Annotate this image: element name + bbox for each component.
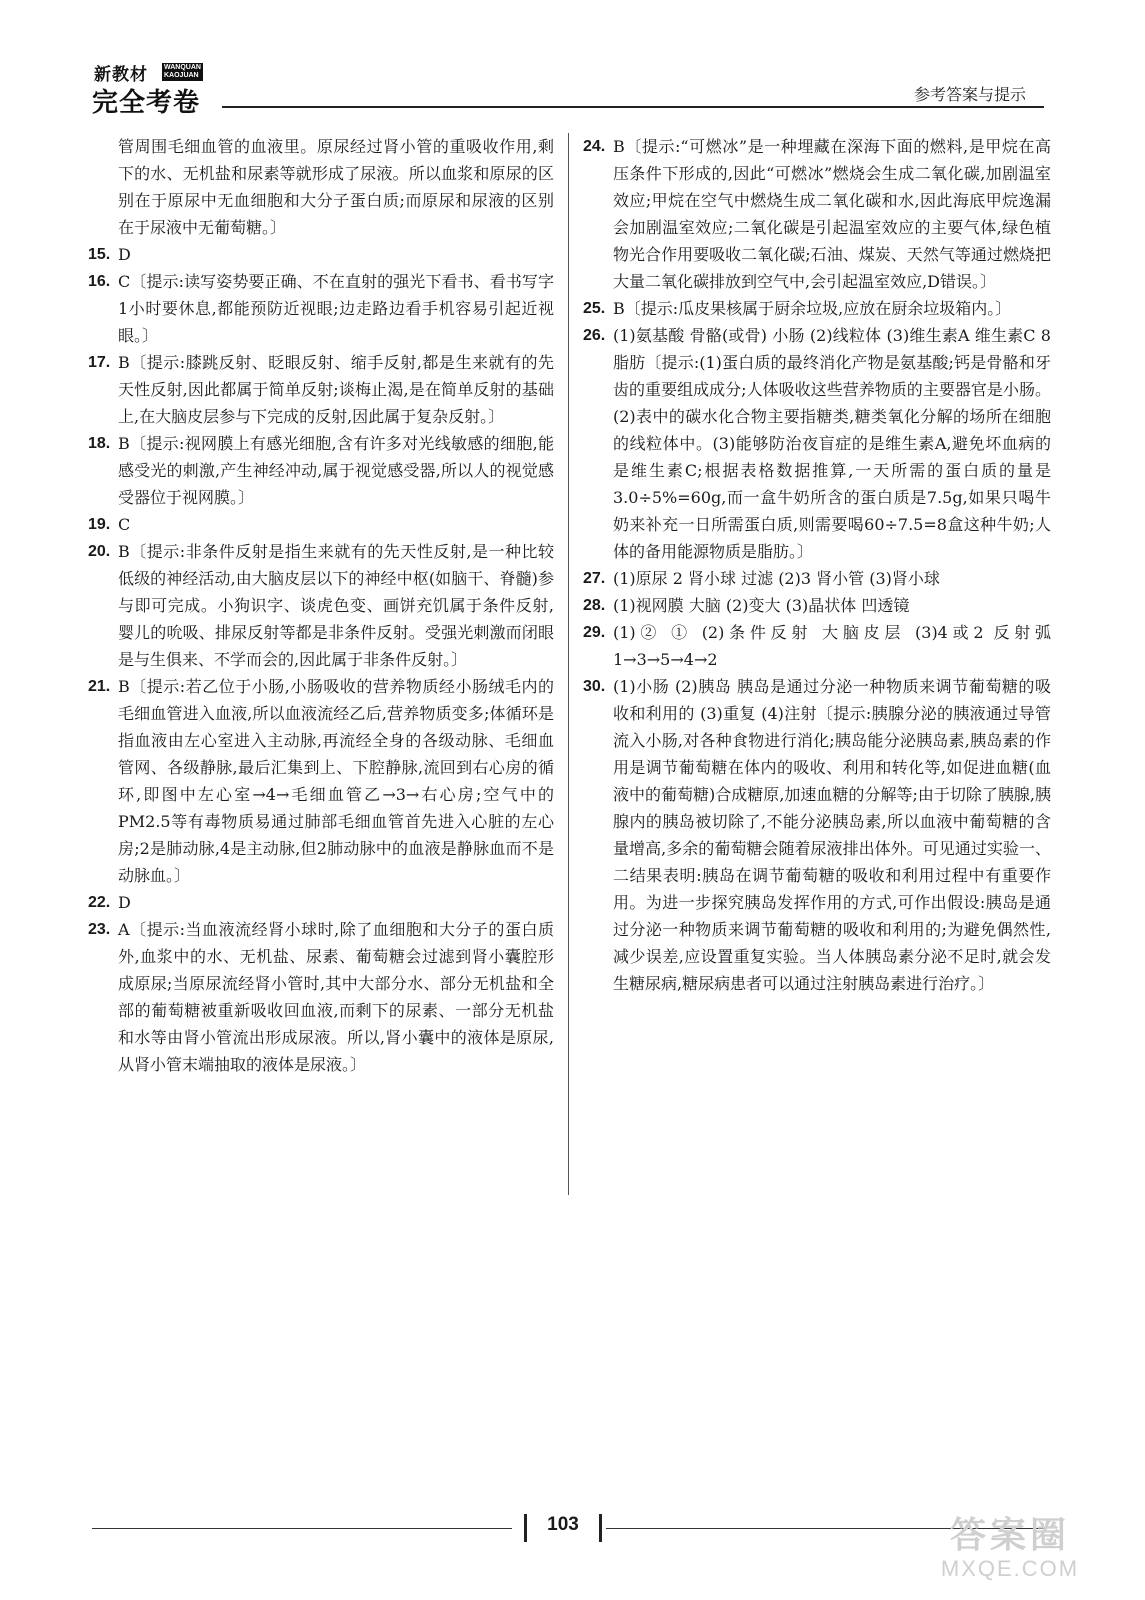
section-label: 参考答案与提示: [913, 85, 1026, 104]
answer-item: [583, 322, 1051, 565]
answer-number: 25.: [583, 300, 606, 317]
answer-item: [88, 511, 554, 538]
answer-number: 27.: [583, 570, 606, 587]
answer-text: (1)氨基酸 骨骼(或骨) 小肠 (2)线粒体 (3)维生素A 维生素C 8 脂肪〔提示:(1)蛋白质的最终消化产物是氨基酸;钙是骨骼和牙齿的重要组成成分;人体吸收这些营养物质的主要器官是小肠。(2)表中的碳水化合物主要指糖类,糖类氧化分解的场所在细胞的线粒体中。(3)能够防治夜盲症的是维生素A,避免坏血病的是维生素C;根据表格数据推算,一天所需的蛋白质的量是3.0÷5%=60g,而一盒牛奶所含的蛋白质是7.5g,如果只喝牛奶来补充一日所需蛋白质,则需要喝60÷7.5=8盒这种牛奶;人体的备用能源物质是脂肪。〕: [613, 326, 1051, 561]
answer-item: [88, 241, 554, 268]
answer-item: [583, 295, 1051, 322]
answer-number: 15.: [88, 246, 111, 263]
answer-number: 24.: [583, 138, 606, 155]
column-divider: [568, 133, 569, 1195]
answer-item: [88, 889, 554, 916]
answer-item: [583, 673, 1051, 997]
answer-number: 21.: [88, 678, 111, 695]
answer-text: D: [118, 893, 131, 912]
answer-text: B〔提示:膝跳反射、眨眼反射、缩手反射,都是生来就有的先天性反射,因此都属于简单反射;谈梅止渴,是在简单反射的基础上,在大脑皮层参与下完成的反射,因此属于复杂反射。〕: [118, 353, 554, 426]
brand-pinyin: [162, 63, 203, 81]
brand-subtitle: 新教材: [94, 65, 148, 85]
brand-pinyin-line-1: WANQUAN: [164, 64, 201, 71]
header-rule: [222, 106, 1044, 108]
answer-text: B〔提示:视网膜上有感光细胞,含有许多对光线敏感的细胞,能感受光的刺激,产生神经冲动,属于视觉感受器,所以人的视觉感受器位于视网膜。〕: [118, 434, 554, 507]
answer-text: C〔提示:读写姿势要正确、不在直射的强光下看书、看书写字1小时要休息,都能预防近视眼;边走路边看手机容易引起近视眼。〕: [118, 272, 554, 345]
watermark: [915, 1516, 1105, 1582]
page-header: [92, 58, 1044, 118]
answer-text: B〔提示:非条件反射是指生来就有的先天性反射,是一种比较低级的神经活动,由大脑皮层以下的神经中枢(如脑干、脊髓)参与即可完成。小狗识字、谈虎色变、画饼充饥属于条件反射,婴儿的吮吸、排尿反射等都是非条件反射。受强光刺激而闭眼是与生俱来、不学而会的,因此属于非条件反射。〕: [118, 542, 554, 669]
answer-text: B〔提示:“可燃冰”是一种埋藏在深海下面的燃料,是甲烷在高压条件下形成的,因此“可燃冰”燃烧会生成二氧化碳,加剧温室效应;甲烷在空气中燃烧生成二氧化碳和水,因此海底甲烷逸漏会加剧温室效应;二氧化碳是引起温室效应的主要气体,绿色植物光合作用要吸收二氧化碳;石油、煤炭、天然气等通过燃烧把大量二氧化碳排放到空气中,会引起温室效应,D错误。〕: [613, 137, 1051, 291]
footer-rule-left: [92, 1528, 512, 1529]
right-column: [583, 133, 1051, 997]
answer-text: A〔提示:当血液流经肾小球时,除了血细胞和大分子的蛋白质外,血浆中的水、无机盐、尿素、葡萄糖会过滤到肾小囊腔形成原尿;当原尿流经肾小管时,其中大部分水、部分无机盐和全部的葡萄糖被重新吸收回血液,而剩下的尿素、一部分无机盐和水等由肾小管流出形成尿液。所以,肾小囊中的液体是原尿,从肾小管末端抽取的液体是尿液。〕: [118, 920, 554, 1074]
answer-number: 29.: [583, 624, 606, 641]
answer-text: 管周围毛细血管的血液里。原尿经过肾小管的重吸收作用,剩下的水、无机盐和尿素等就形成了尿液。所以血浆和原尿的区别在于原尿中无血细胞和大分子蛋白质;而原尿和尿液的区别在于尿液中无葡萄糖。〕: [118, 137, 554, 237]
page-number: 103: [547, 1514, 579, 1535]
answer-item: [88, 538, 554, 673]
answer-text: (1)视网膜 大脑 (2)变大 (3)晶状体 凹透镜: [613, 596, 910, 615]
page-number-bar-right: [599, 1514, 602, 1542]
answer-item: [583, 619, 1051, 673]
answer-item: [583, 133, 1051, 295]
answer-item: [88, 268, 554, 349]
answer-item: [88, 349, 554, 430]
answer-number: 26.: [583, 327, 606, 344]
answer-number: 30.: [583, 678, 606, 695]
watermark-url: MXQE.COM: [940, 1556, 1080, 1581]
answer-item: [88, 133, 554, 241]
answer-text: C: [118, 515, 131, 534]
answer-item: [583, 565, 1051, 592]
answer-number: 18.: [88, 435, 111, 452]
answer-item: [88, 430, 554, 511]
answer-number: 23.: [88, 921, 111, 938]
answer-number: 22.: [88, 894, 111, 911]
answer-number: 16.: [88, 273, 111, 290]
answer-number: 17.: [88, 354, 111, 371]
answer-number: 20.: [88, 543, 111, 560]
brand-pinyin-line-2: KAOJUAN: [164, 72, 199, 79]
answer-text: (1)② ① (2)条件反射 大脑皮层 (3)4或2 反射弧 1→3→5→4→2: [613, 623, 1051, 669]
answer-text: B〔提示:瓜皮果核属于厨余垃圾,应放在厨余垃圾箱内。〕: [613, 299, 1012, 318]
answer-item: [88, 673, 554, 889]
answer-item: [88, 916, 554, 1078]
answer-text: (1)原尿 2 肾小球 过滤 (2)3 肾小管 (3)肾小球: [613, 569, 940, 588]
answer-text: (1)小肠 (2)胰岛 胰岛是通过分泌一种物质来调节葡萄糖的吸收和利用的 (3)重复 (4)注射〔提示:胰腺分泌的胰液通过导管流入小肠,对各种食物进行消化;胰岛能分泌胰岛素,胰岛素的作用是调节葡萄糖在体内的吸收、利用和转化等,如促进血糖(血液中的葡萄糖)合成糖原,加速血糖的分解等;由于切除了胰腺,胰腺内的胰岛被切除了,不能分泌胰岛素,所以血液中葡萄糖的含量增高,多余的葡萄糖会随着尿液排出体外。可见通过实验一、二结果表明:胰岛在调节葡萄糖的吸收和利用过程中有重要作用。为进一步探究胰岛发挥作用的方式,可作出假设:胰岛是通过分泌一种物质来调节葡萄糖的吸收和利用的;为避免偶然性,减少误差,应设置重复实验。当人体胰岛素分泌不足时,就会发生糖尿病,糖尿病患者可以通过注射胰岛素进行治疗。〕: [613, 677, 1051, 993]
answer-number: 28.: [583, 597, 606, 614]
answer-text: B〔提示:若乙位于小肠,小肠吸收的营养物质经小肠绒毛内的毛细血管进入血液,所以血液流经乙后,营养物质变多;体循环是指血液由左心室进入主动脉,再流经全身的各级动脉、毛细血管网、各级静脉,最后汇集到上、下腔静脉,流回到右心房的循环,即图中左心室→4→毛细血管乙→3→右心房;空气中的PM2.5等有毒物质易通过肺部毛细血管首先进入心脏的左心房;2是肺动脉,4是主动脉,但2肺动脉中的血液是静脉血而不是动脉血。〕: [118, 677, 554, 885]
answer-number: 19.: [88, 516, 111, 533]
brand-title: 完全考卷: [92, 88, 201, 118]
answer-item: [583, 592, 1051, 619]
watermark-logo: 答案圈: [949, 1515, 1070, 1556]
left-column: [88, 133, 554, 1078]
answer-text: D: [118, 245, 131, 264]
